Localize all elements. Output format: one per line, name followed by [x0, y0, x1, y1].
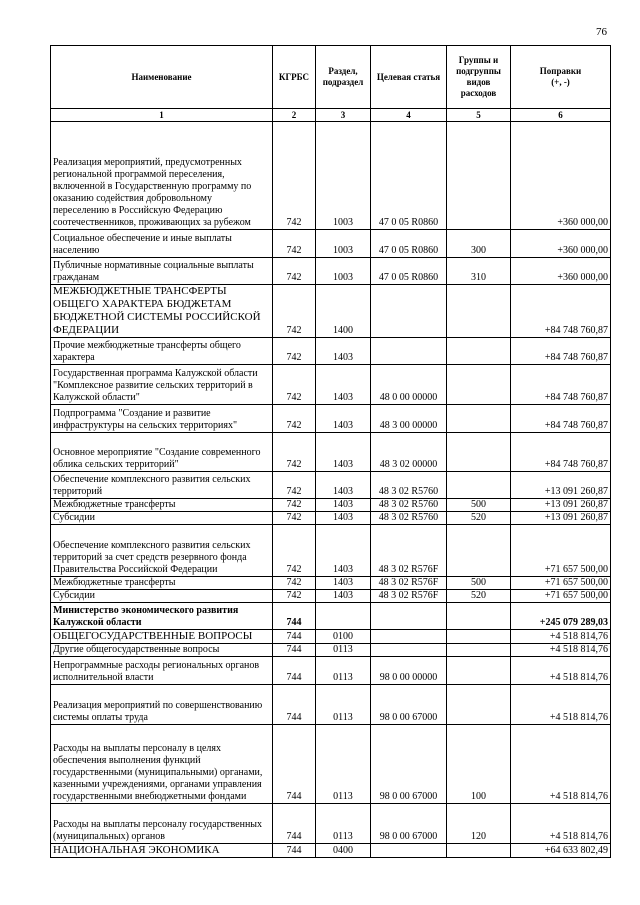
group-cell	[447, 122, 511, 230]
group-cell	[447, 472, 511, 499]
column-number: 5	[447, 109, 511, 122]
target-cell: 98 0 00 67000	[371, 804, 447, 844]
budget-table	[50, 45, 611, 858]
row-name: Социальное обеспечение и иные выплаты населению	[51, 230, 273, 258]
target-cell: 47 0 05 R0860	[371, 258, 447, 285]
amount-cell: +360 000,00	[511, 258, 611, 285]
target-cell	[371, 630, 447, 644]
amount-cell: +4 518 814,76	[511, 657, 611, 685]
row-name: Расходы на выплаты персоналу государственных (муниципальных) органов	[51, 804, 273, 844]
table-row	[51, 258, 611, 285]
section-cell: 0100	[316, 630, 371, 644]
target-cell	[371, 644, 447, 657]
table-row	[51, 725, 611, 804]
group-cell	[447, 630, 511, 644]
row-name: Реализация мероприятий по совершенствованию системы оплаты труда	[51, 685, 273, 725]
group-cell: 300	[447, 230, 511, 258]
section-cell: 1403	[316, 577, 371, 590]
amount-cell: +71 657 500,00	[511, 577, 611, 590]
section-cell: 1403	[316, 525, 371, 577]
kgrbs-cell: 742	[273, 230, 316, 258]
table-row	[51, 472, 611, 499]
row-name: Публичные нормативные социальные выплаты гражданам	[51, 258, 273, 285]
section-cell: 1003	[316, 122, 371, 230]
amount-cell: +13 091 260,87	[511, 499, 611, 512]
table-row	[51, 644, 611, 657]
section-row	[51, 630, 611, 644]
target-cell	[371, 844, 447, 858]
row-name: Основное мероприятие "Создание современного облика сельских территорий"	[51, 433, 273, 472]
section-cell: 1003	[316, 258, 371, 285]
amount-cell: +4 518 814,76	[511, 725, 611, 804]
amount-cell: +13 091 260,87	[511, 472, 611, 499]
target-cell: 98 0 00 00000	[371, 657, 447, 685]
section-cell: 1003	[316, 230, 371, 258]
target-cell: 48 3 02 R576F	[371, 577, 447, 590]
kgrbs-cell: 744	[273, 630, 316, 644]
section-cell: 1403	[316, 433, 371, 472]
group-cell	[447, 603, 511, 630]
header-kgrbs: КГРБС	[273, 46, 316, 109]
kgrbs-cell: 742	[273, 499, 316, 512]
group-cell	[447, 365, 511, 405]
header-group: Группы и подгруппы видов расходов	[447, 46, 511, 109]
target-cell: 47 0 05 R0860	[371, 230, 447, 258]
row-name: Межбюджетные трансферты	[51, 577, 273, 590]
section-cell: 1403	[316, 338, 371, 365]
row-name: Обеспечение комплексного развития сельских территорий	[51, 472, 273, 499]
column-number: 4	[371, 109, 447, 122]
amount-cell: +4 518 814,76	[511, 630, 611, 644]
row-name: Межбюджетные трансферты	[51, 499, 273, 512]
group-cell: 500	[447, 577, 511, 590]
amount-cell: +64 633 802,49	[511, 844, 611, 858]
target-cell: 48 3 02 R576F	[371, 590, 447, 603]
table-row	[51, 590, 611, 603]
kgrbs-cell: 742	[273, 512, 316, 525]
amount-cell: +4 518 814,76	[511, 804, 611, 844]
kgrbs-cell: 742	[273, 577, 316, 590]
target-cell: 48 3 02 R5760	[371, 472, 447, 499]
row-name: Реализация мероприятий, предусмотренных региональной программой переселения, включенной в Государственную программу по оказанию содействия добровольному переселению в Российскую Федерацию соотечественников, проживающих за рубежом	[51, 122, 273, 230]
row-name: ОБЩЕГОСУДАРСТВЕННЫЕ ВОПРОСЫ	[51, 630, 273, 644]
kgrbs-cell: 742	[273, 338, 316, 365]
amount-cell: +13 091 260,87	[511, 512, 611, 525]
table-row	[51, 499, 611, 512]
amount-cell: +360 000,00	[511, 230, 611, 258]
kgrbs-cell: 744	[273, 603, 316, 630]
kgrbs-cell: 742	[273, 472, 316, 499]
amount-cell: +84 748 760,87	[511, 405, 611, 433]
section-cell: 0113	[316, 804, 371, 844]
row-name: Непрограммные расходы региональных органов исполнительной власти	[51, 657, 273, 685]
amount-cell: +84 748 760,87	[511, 365, 611, 405]
kgrbs-cell: 742	[273, 525, 316, 577]
group-cell	[447, 338, 511, 365]
target-cell	[371, 285, 447, 338]
section-cell	[316, 603, 371, 630]
section-cell: 1403	[316, 405, 371, 433]
group-cell: 120	[447, 804, 511, 844]
section-cell: 1403	[316, 512, 371, 525]
target-cell: 48 3 02 R5760	[371, 512, 447, 525]
column-numbers-row	[51, 109, 611, 122]
kgrbs-cell: 744	[273, 644, 316, 657]
amount-cell: +71 657 500,00	[511, 590, 611, 603]
group-cell	[447, 844, 511, 858]
amount-cell: +71 657 500,00	[511, 525, 611, 577]
column-number: 2	[273, 109, 316, 122]
target-cell	[371, 338, 447, 365]
column-number: 6	[511, 109, 611, 122]
kgrbs-cell: 742	[273, 258, 316, 285]
group-cell	[447, 285, 511, 338]
row-name: Государственная программа Калужской области "Комплексное развитие сельских территорий в Калужской области"	[51, 365, 273, 405]
target-cell: 48 3 02 R5760	[371, 499, 447, 512]
amount-cell: +84 748 760,87	[511, 285, 611, 338]
row-name: Субсидии	[51, 590, 273, 603]
section-cell: 0113	[316, 725, 371, 804]
group-cell	[447, 685, 511, 725]
amount-cell: +360 000,00	[511, 122, 611, 230]
section-cell: 1400	[316, 285, 371, 338]
target-cell: 98 0 00 67000	[371, 725, 447, 804]
target-cell: 48 3 00 00000	[371, 405, 447, 433]
table-row	[51, 365, 611, 405]
header-row	[51, 46, 611, 109]
kgrbs-cell: 744	[273, 725, 316, 804]
table-row	[51, 433, 611, 472]
header-name: Наименование	[51, 46, 273, 109]
table-row	[51, 122, 611, 230]
group-cell	[447, 405, 511, 433]
group-cell: 500	[447, 499, 511, 512]
target-cell: 48 3 02 R576F	[371, 525, 447, 577]
header-amount-cell	[511, 46, 611, 109]
kgrbs-cell: 744	[273, 685, 316, 725]
page-number: 76	[596, 26, 607, 38]
row-name: Субсидии	[51, 512, 273, 525]
section-cell: 1403	[316, 365, 371, 405]
section-cell: 1403	[316, 499, 371, 512]
amount-cell: +4 518 814,76	[511, 644, 611, 657]
kgrbs-cell: 742	[273, 433, 316, 472]
group-cell	[447, 644, 511, 657]
kgrbs-cell: 742	[273, 365, 316, 405]
group-cell	[447, 433, 511, 472]
table-row	[51, 525, 611, 577]
table-row	[51, 405, 611, 433]
header-section: Раздел, подраздел	[316, 46, 371, 109]
kgrbs-cell: 742	[273, 122, 316, 230]
kgrbs-cell: 744	[273, 844, 316, 858]
table-row	[51, 685, 611, 725]
kgrbs-cell: 742	[273, 285, 316, 338]
group-cell: 520	[447, 590, 511, 603]
section-row	[51, 844, 611, 858]
section-cell: 0113	[316, 657, 371, 685]
target-cell	[371, 603, 447, 630]
target-cell: 48 3 02 00000	[371, 433, 447, 472]
group-cell: 100	[447, 725, 511, 804]
table-row	[51, 512, 611, 525]
table-row	[51, 577, 611, 590]
amount-cell: +84 748 760,87	[511, 338, 611, 365]
table-row	[51, 804, 611, 844]
section-row	[51, 285, 611, 338]
group-cell	[447, 657, 511, 685]
kgrbs-cell: 744	[273, 657, 316, 685]
row-name: НАЦИОНАЛЬНАЯ ЭКОНОМИКА	[51, 844, 273, 858]
column-number: 3	[316, 109, 371, 122]
group-cell	[447, 525, 511, 577]
section-cell: 0113	[316, 685, 371, 725]
target-cell: 98 0 00 67000	[371, 685, 447, 725]
row-name: Министерство экономического развития Калужской области	[51, 603, 273, 630]
header-amount: Поправки (+, -)	[539, 66, 582, 87]
kgrbs-cell: 742	[273, 590, 316, 603]
table-row	[51, 657, 611, 685]
row-name: Расходы на выплаты персоналу в целях обеспечения выполнения функций государственными (муниципальными) органами, казенными учреждениями, органами управления государственными внебюджетными фондами	[51, 725, 273, 804]
kgrbs-cell: 744	[273, 804, 316, 844]
amount-cell: +4 518 814,76	[511, 685, 611, 725]
section-cell: 1403	[316, 472, 371, 499]
header-target: Целевая статья	[371, 46, 447, 109]
column-number: 1	[51, 109, 273, 122]
section-cell: 0113	[316, 644, 371, 657]
row-name: Обеспечение комплексного развития сельских территорий за счет средств резервного фонда Правительства Российской Федерации	[51, 525, 273, 577]
ministry-row	[51, 603, 611, 630]
target-cell: 48 0 00 00000	[371, 365, 447, 405]
table-row	[51, 230, 611, 258]
group-cell: 310	[447, 258, 511, 285]
table-row	[51, 338, 611, 365]
section-cell: 0400	[316, 844, 371, 858]
section-cell: 1403	[316, 590, 371, 603]
row-name: Прочие межбюджетные трансферты общего характера	[51, 338, 273, 365]
amount-cell: +84 748 760,87	[511, 433, 611, 472]
row-name: МЕЖБЮДЖЕТНЫЕ ТРАНСФЕРТЫ ОБЩЕГО ХАРАКТЕРА БЮДЖЕТАМ БЮДЖЕТНОЙ СИСТЕМЫ РОССИЙСКОЙ ФЕДЕРАЦИИ	[51, 285, 273, 338]
row-name: Подпрограмма "Создание и развитие инфраструктуры на сельских территориях"	[51, 405, 273, 433]
row-name: Другие общегосударственные вопросы	[51, 644, 273, 657]
group-cell: 520	[447, 512, 511, 525]
target-cell: 47 0 05 R0860	[371, 122, 447, 230]
amount-cell: +245 079 289,03	[511, 603, 611, 630]
kgrbs-cell: 742	[273, 405, 316, 433]
